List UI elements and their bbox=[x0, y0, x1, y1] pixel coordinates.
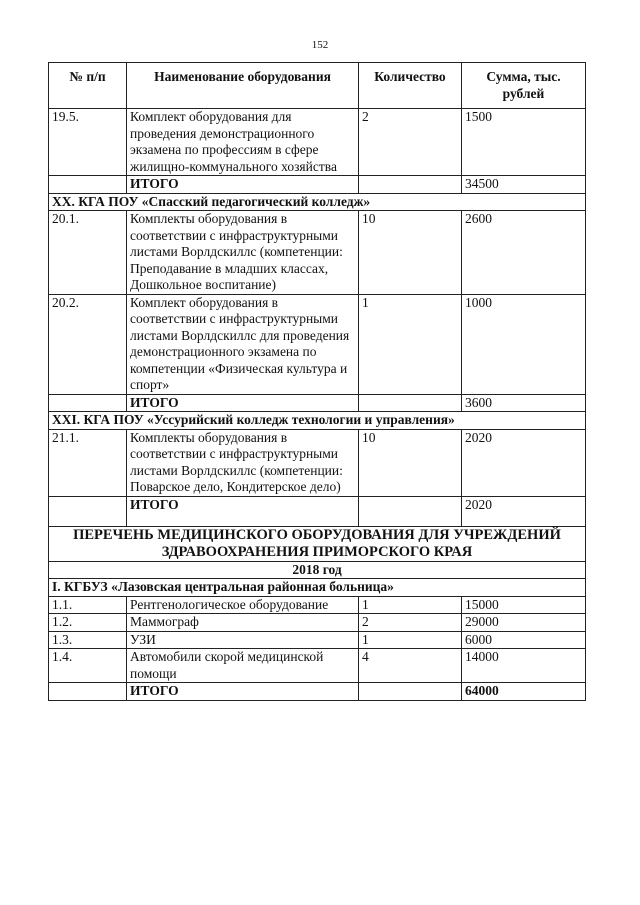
row-sum: 14000 bbox=[462, 649, 586, 683]
total-sum: 3600 bbox=[462, 394, 586, 412]
row-quantity: 1 bbox=[359, 631, 462, 649]
row-quantity: 2 bbox=[359, 109, 462, 176]
row-sum: 2600 bbox=[462, 211, 586, 295]
row-sum: 6000 bbox=[462, 631, 586, 649]
total-sum: 2020 bbox=[462, 496, 586, 526]
row-number: 1.4. bbox=[49, 649, 127, 683]
row-sum: 15000 bbox=[462, 596, 586, 614]
table-row bbox=[49, 211, 586, 295]
total-sum: 34500 bbox=[462, 176, 586, 194]
row-name: Комплект оборудования для проведения демонстрационного экзамена по профессиям в сфере жилищно-коммунального хозяйства bbox=[127, 109, 359, 176]
year-row bbox=[49, 561, 586, 579]
table-row bbox=[49, 429, 586, 496]
row-number: 19.5. bbox=[49, 109, 127, 176]
total-sum: 64000 bbox=[462, 683, 586, 701]
total-row bbox=[49, 394, 586, 412]
row-sum: 2020 bbox=[462, 429, 586, 496]
row-name: Рентгенологическое оборудование bbox=[127, 596, 359, 614]
header-number: № п/п bbox=[49, 63, 127, 109]
total-label: ИТОГО bbox=[127, 683, 359, 701]
section-row bbox=[49, 579, 586, 597]
section-row bbox=[49, 412, 586, 430]
row-number: 1.1. bbox=[49, 596, 127, 614]
row-number: 20.1. bbox=[49, 211, 127, 295]
total-label: ИТОГО bbox=[127, 176, 359, 194]
table-row bbox=[49, 649, 586, 683]
row-sum: 1000 bbox=[462, 294, 586, 394]
row-sum: 1500 bbox=[462, 109, 586, 176]
row-quantity: 4 bbox=[359, 649, 462, 683]
page-number: 152 bbox=[311, 39, 329, 51]
section-title: I. КГБУЗ «Лазовская центральная районная больница» bbox=[49, 579, 586, 597]
table-row bbox=[49, 614, 586, 632]
medical-heading: ПЕРЕЧЕНЬ МЕДИЦИНСКОГО ОБОРУДОВАНИЯ ДЛЯ УЧРЕЖДЕНИЙ ЗДРАВООХРАНЕНИЯ ПРИМОРСКОГО КРАЯ bbox=[49, 526, 586, 561]
total-row bbox=[49, 683, 586, 701]
table-row bbox=[49, 631, 586, 649]
row-quantity: 2 bbox=[359, 614, 462, 632]
row-number: 1.3. bbox=[49, 631, 127, 649]
total-row bbox=[49, 496, 586, 526]
row-quantity: 1 bbox=[359, 294, 462, 394]
header-sum: Сумма, тыс. рублей bbox=[462, 63, 586, 109]
row-name: УЗИ bbox=[127, 631, 359, 649]
table-row bbox=[49, 109, 586, 176]
row-number: 1.2. bbox=[49, 614, 127, 632]
table-header-row bbox=[49, 63, 586, 109]
row-name: Автомобили скорой медицинской помощи bbox=[127, 649, 359, 683]
row-sum: 29000 bbox=[462, 614, 586, 632]
row-number: 20.2. bbox=[49, 294, 127, 394]
total-label: ИТОГО bbox=[127, 496, 359, 526]
header-name: Наименование оборудования bbox=[127, 63, 359, 109]
header-quantity: Количество bbox=[359, 63, 462, 109]
medical-heading-row bbox=[49, 526, 586, 561]
row-name: Комплект оборудования в соответствии с инфраструктурными листами Ворлдскиллс для проведения демонстрационного экзамена по компетенции «Физическая культура и спорт» bbox=[127, 294, 359, 394]
year-label: 2018 год bbox=[49, 561, 586, 579]
row-number: 21.1. bbox=[49, 429, 127, 496]
section-title: XXI. КГА ПОУ «Уссурийский колледж технологии и управления» bbox=[49, 412, 586, 430]
table-row bbox=[49, 294, 586, 394]
row-quantity: 10 bbox=[359, 429, 462, 496]
table-row bbox=[49, 596, 586, 614]
equipment-table bbox=[48, 62, 586, 701]
row-quantity: 10 bbox=[359, 211, 462, 295]
section-title: XX. КГА ПОУ «Спасский педагогический колледж» bbox=[49, 193, 586, 211]
row-name: Комплекты оборудования в соответствии с инфраструктурными листами Ворлдскиллс (компетенции: Поварское дело, Кондитерское дело) bbox=[127, 429, 359, 496]
row-name: Комплекты оборудования в соответствии с инфраструктурными листами Ворлдскиллс (компетенции: Преподавание в младших классах, Дошкольное воспитание) bbox=[127, 211, 359, 295]
section-row bbox=[49, 193, 586, 211]
total-row bbox=[49, 176, 586, 194]
total-label: ИТОГО bbox=[127, 394, 359, 412]
row-quantity: 1 bbox=[359, 596, 462, 614]
row-name: Маммограф bbox=[127, 614, 359, 632]
